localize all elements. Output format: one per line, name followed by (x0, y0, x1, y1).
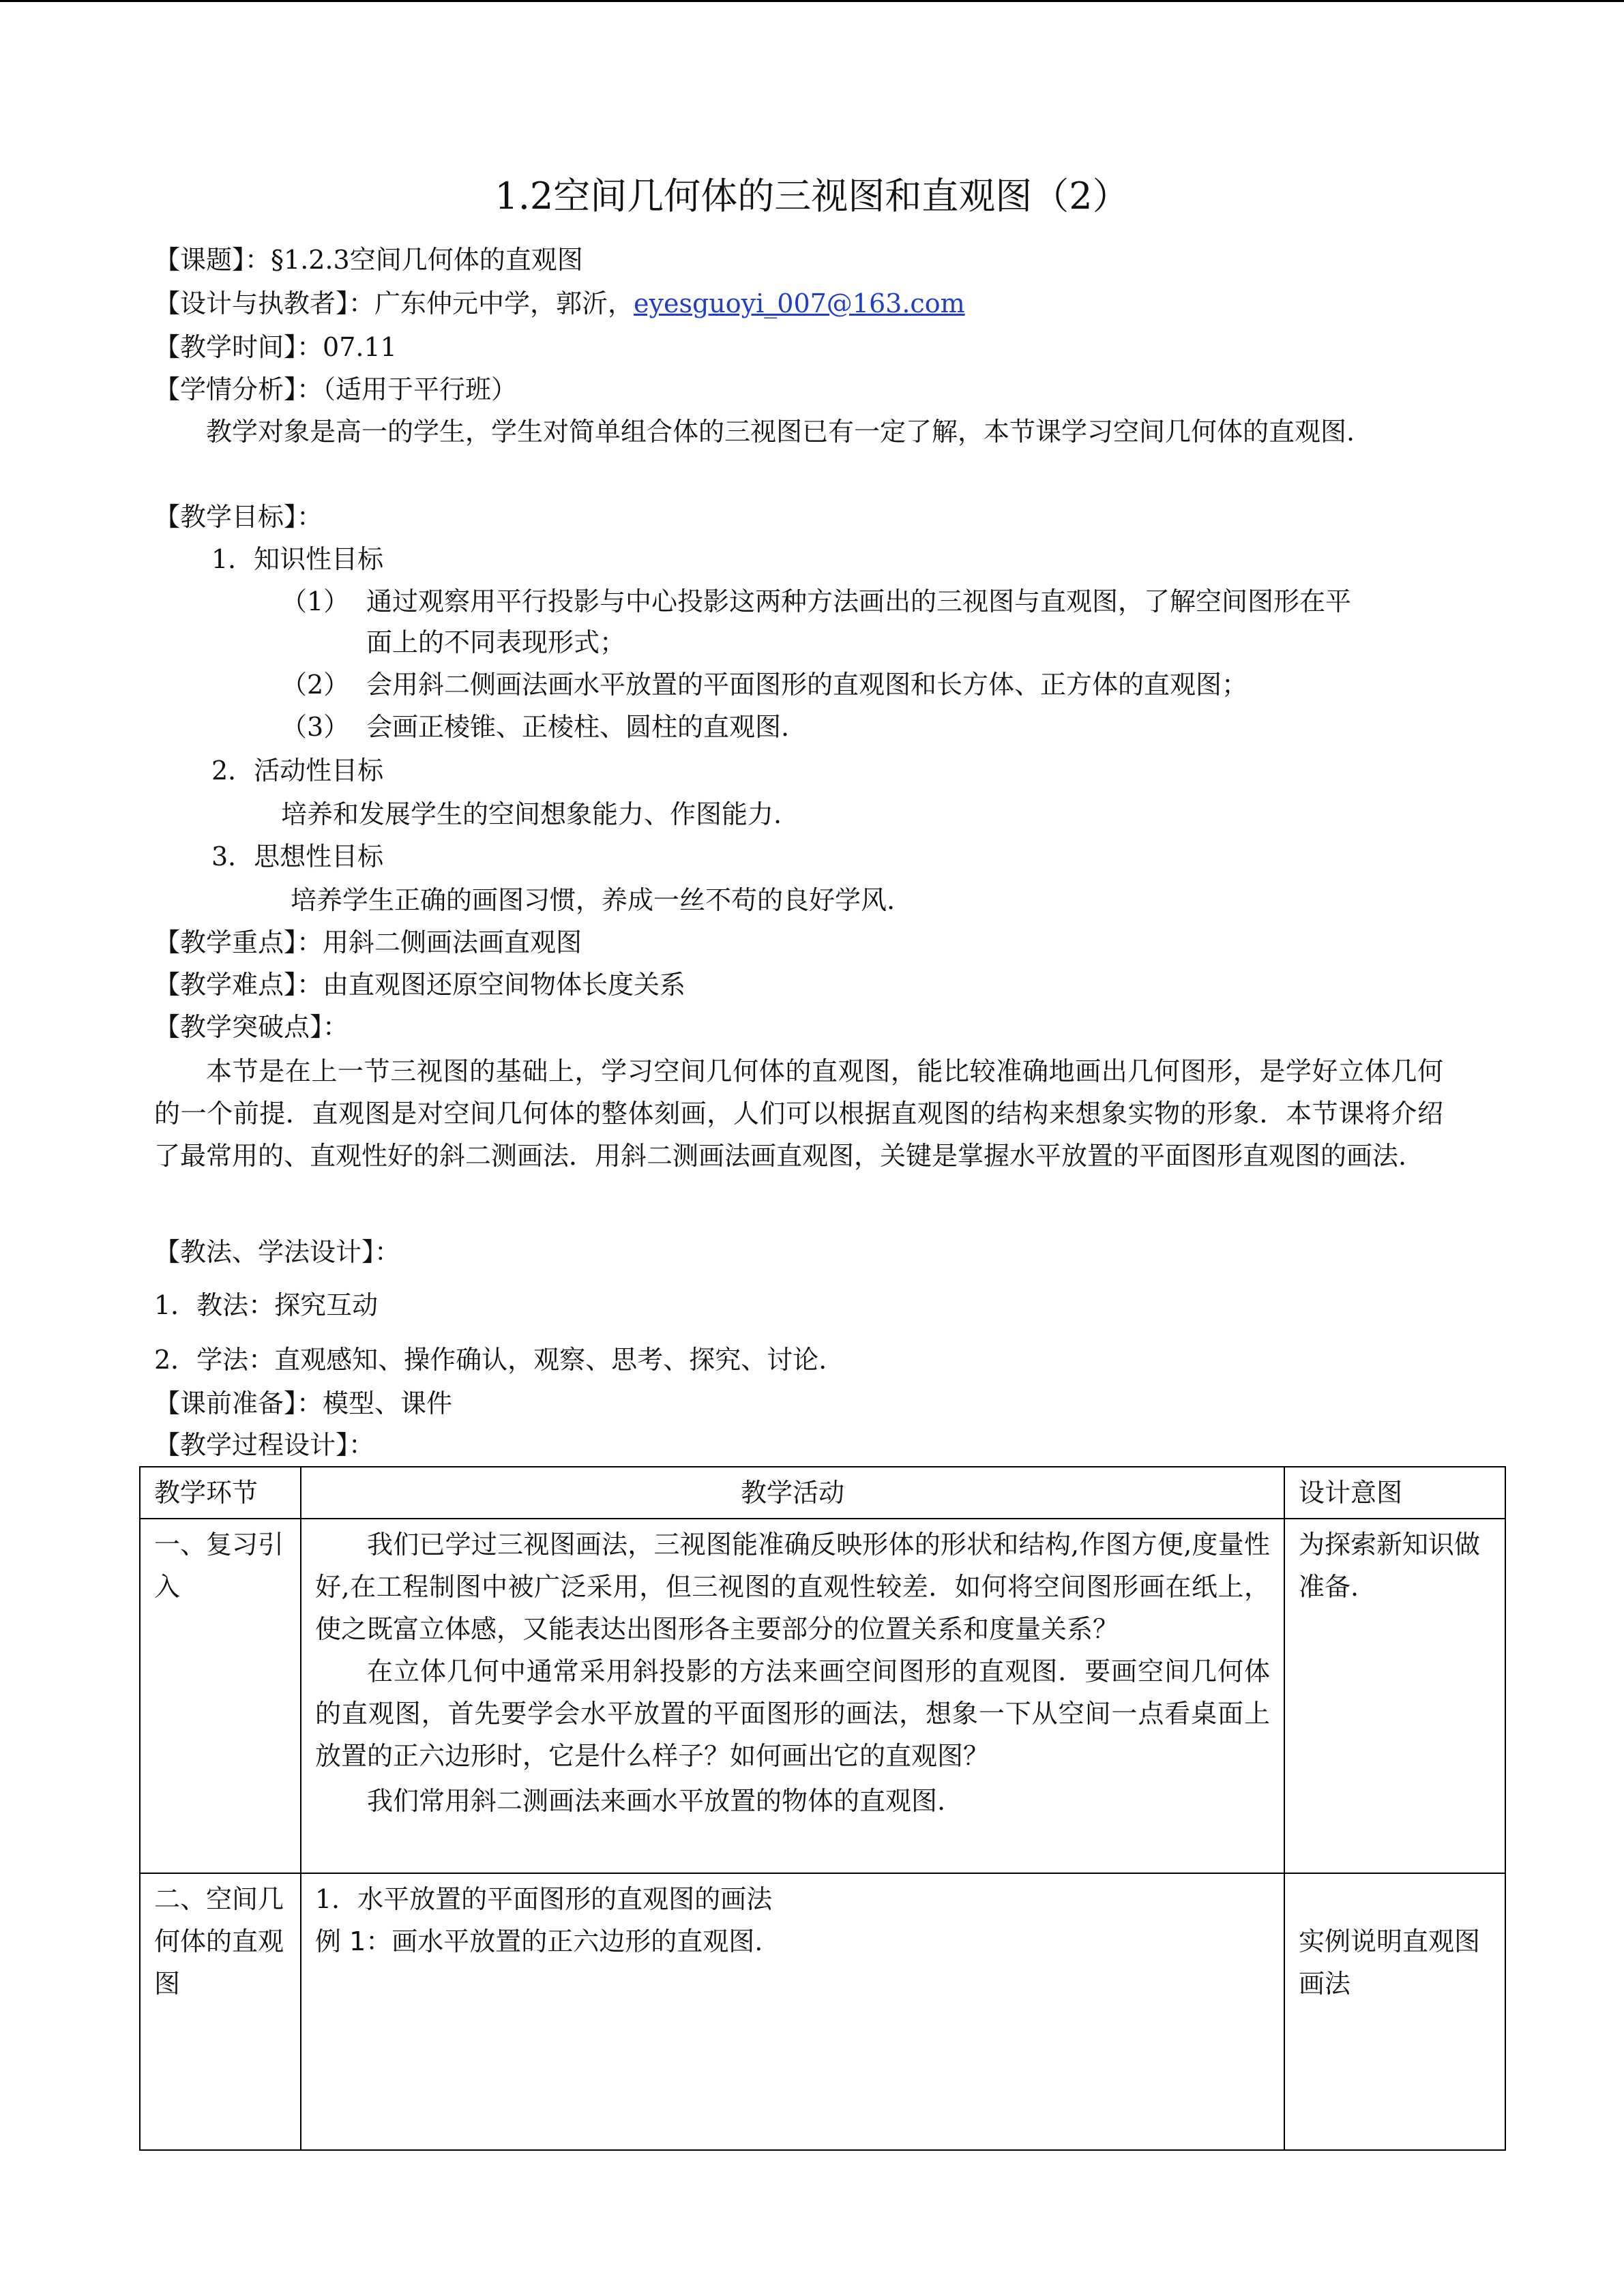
time-value: 07.11 (323, 332, 397, 362)
prep-line (154, 1386, 452, 1420)
difficulty-value: 由直观图还原空间物体长度关系 (323, 970, 686, 1000)
time-line (154, 330, 397, 364)
topic-value: §1.2.3空间几何体的直观图 (271, 245, 583, 275)
objectives-label: 【教学目标】： (154, 502, 323, 532)
activity-objective-text: 培养和发展学生的空间想象能力、作图能力. (281, 799, 782, 829)
difficulty-line (154, 968, 685, 1002)
difficulty-label: 【教学难点】： (154, 970, 323, 1000)
knowledge-item-1-text: 通过观察用平行投影与中心投影这两种方法画出的三视图与直观图，了解空间图形在平 (366, 586, 1352, 616)
time-label: 【教学时间】： (154, 332, 323, 362)
knowledge-item-2-text: 会用斜二侧画法画水平放置的平面图形的直观图和长方体、正方体的直观图； (366, 670, 1248, 700)
row2-example (315, 1920, 1270, 1963)
analysis-line (154, 372, 517, 406)
knowledge-item-3-text: 会画正棱锥、正棱柱、圆柱的直观图. (366, 712, 790, 742)
table-header-row (140, 1467, 1505, 1519)
table-row (140, 1873, 1505, 2150)
row1-stage: 一、复习引入 (140, 1519, 301, 1873)
designer-value: 广东仲元中学，郭沂， (374, 288, 634, 318)
key-point-line (154, 925, 582, 959)
key-point-value: 用斜二侧画法画直观图 (323, 927, 582, 957)
thought-objective-title: 3．思想性目标 (211, 841, 384, 871)
knowledge-item-1-continued: 面上的不同表现形式； (366, 627, 626, 657)
learning-method: 2．学法：直观感知、操作确认，观察、思考、探究、讨论. (154, 1345, 827, 1375)
row1-activity (301, 1519, 1284, 1873)
prep-label: 【课前准备】： (154, 1388, 323, 1418)
header-activity: 教学活动 (301, 1467, 1284, 1519)
methods-label: 【教法、学法设计】： (154, 1237, 401, 1267)
example-text: ：画水平放置的正六边形的直观图. (366, 1926, 763, 1956)
designer-line (154, 286, 965, 320)
example-label: 例 1 (315, 1926, 366, 1956)
knowledge-item-2-number: （2） (281, 670, 350, 700)
knowledge-item-3-number: （3） (281, 712, 350, 742)
row1-paragraph-2: 在立体几何中通常采用斜投影的方法来画空间图形的直观图．要画空间几何体的直观图，首先要学会水平放置的平面图形的画法，想象一下从空间一点看桌面上放置的正六边形时，它是什么样子？如何画出它的直观图？ (315, 1656, 1270, 1771)
table-row (140, 1519, 1505, 1873)
row2-heading: 1．水平放置的平面图形的直观图的画法 (315, 1884, 773, 1914)
row2-activity (301, 1873, 1284, 2150)
topic-line (154, 243, 583, 277)
key-point-label: 【教学重点】： (154, 927, 323, 957)
breakthrough-paragraph: 本节是在上一节三视图的基础上，学习空间几何体的直观图，能比较准确地画出几何图形，是学好立体几何的一个前提．直观图是对空间几何体的整体刻画，人们可以根据直观图的结构来想象实物的形象．本节课将介绍了最常用的、直观性好的斜二测画法．用斜二测画法画直观图，关键是掌握水平放置的平面图形直观图的画法. (154, 1056, 1443, 1171)
page-title: 1.2空间几何体的三视图和直观图（2） (494, 175, 1130, 218)
row2-intent: 实例说明直观图画法 (1284, 1873, 1505, 2150)
row1-paragraph-3: 我们常用斜二测画法来画水平放置的物体的直观图. (367, 1786, 946, 1816)
analysis-label: 【学情分析】： (154, 374, 323, 404)
analysis-paragraph: 教学对象是高一的学生，学生对简单组合体的三视图已有一定了解，本节课学习空间几何体的直观图. (206, 417, 1355, 447)
designer-label: 【设计与执教者】： (154, 288, 375, 318)
knowledge-item-1-number: （1） (281, 586, 350, 616)
analysis-value: （适用于平行班） (323, 374, 518, 404)
row2-stage: 二、空间几何体的直观图 (140, 1873, 301, 2150)
top-border-line (0, 0, 1624, 2)
breakthrough-label: 【教学突破点】： (154, 1012, 349, 1042)
knowledge-item-2 (281, 668, 1247, 702)
process-label: 【教学过程设计】： (154, 1430, 375, 1460)
thought-objective-text: 培养学生正确的画图习惯，养成一丝不苟的良好学风. (291, 885, 896, 915)
header-stage: 教学环节 (140, 1467, 301, 1519)
knowledge-item-1 (281, 584, 1351, 618)
row1-intent: 为探索新知识做准备. (1284, 1519, 1505, 1873)
designer-email-link[interactable]: eyesguoyi_007@163.com (634, 288, 965, 318)
topic-label: 【课题】： (154, 245, 271, 275)
teaching-process-table (139, 1466, 1506, 2151)
activity-objective-title: 2．活动性目标 (211, 756, 384, 786)
knowledge-item-3 (281, 710, 789, 744)
prep-value: 模型、课件 (323, 1388, 453, 1418)
teaching-method: 1．教法：探究互动 (154, 1290, 379, 1320)
knowledge-objective-title: 1．知识性目标 (211, 544, 384, 574)
header-intent: 设计意图 (1284, 1467, 1505, 1519)
row1-paragraph-1: 我们已学过三视图画法，三视图能准确反映形体的形状和结构,作图方便,度量性好,在工程制图中被广泛采用，但三视图的直观性较差．如何将空间图形画在纸上，使之既富立体感，又能表达出图形各主要部分的位置关系和度量关系？ (315, 1530, 1270, 1644)
